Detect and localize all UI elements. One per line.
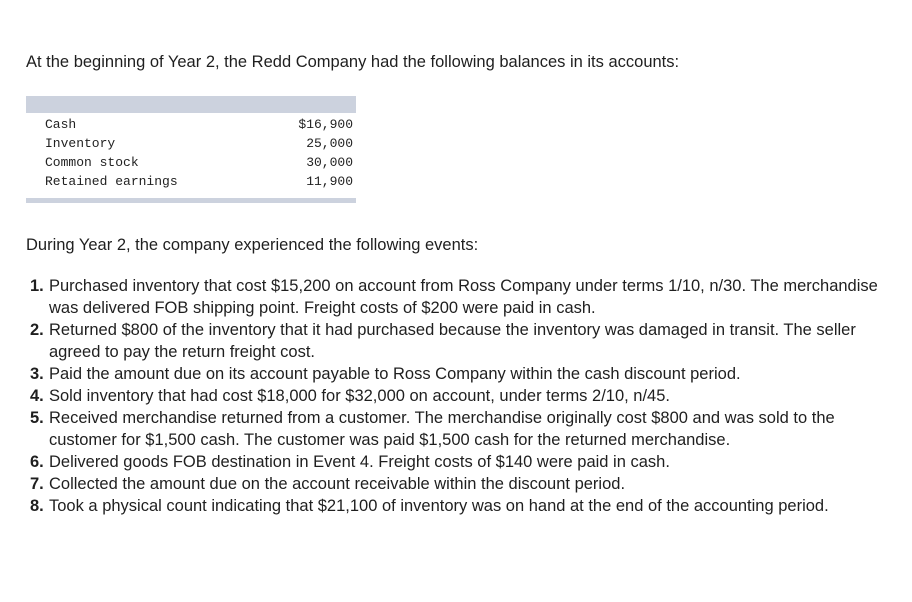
account-name: Inventory: [45, 136, 116, 151]
account-amount: 30,000: [306, 155, 353, 170]
event-number: 4.: [30, 387, 44, 405]
event-text: Sold inventory that had cost $18,000 for $32,000 on account, under terms 2/10, n/45.: [49, 387, 670, 405]
account-amount: $16,900: [298, 117, 353, 132]
account-name: Retained earnings: [45, 174, 178, 189]
event-number: 8.: [30, 497, 44, 515]
account-balances-table: [26, 96, 356, 203]
list-item: [26, 319, 901, 363]
table-row: [26, 134, 353, 153]
events-list: [26, 275, 901, 517]
list-item: [26, 363, 901, 385]
intro-text: At the beginning of Year 2, the Redd Company had the following balances in its accounts:: [26, 53, 680, 71]
list-item: [26, 451, 901, 473]
list-item: [26, 385, 901, 407]
event-number: 2.: [30, 321, 44, 339]
event-number: 5.: [30, 409, 44, 427]
event-number: 1.: [30, 277, 44, 295]
event-text: Collected the amount due on the account receivable within the discount period.: [49, 475, 626, 493]
table-row: [26, 172, 353, 191]
event-text: Received merchandise returned from a customer. The merchandise originally cost $800 and was sold to the customer for $1,500 cash. The customer was paid $1,500 cash for the returned merchandise.: [49, 409, 835, 449]
event-text: Purchased inventory that cost $15,200 on account from Ross Company under terms 1/10, n/30. The merchandise was delivered FOB shipping point. Freight costs of $200 were paid in cash.: [49, 277, 878, 317]
table-row: [26, 115, 353, 134]
list-item: [26, 473, 901, 495]
account-name: Cash: [45, 117, 77, 132]
event-text: Delivered goods FOB destination in Event 4. Freight costs of $140 were paid in cash.: [49, 453, 670, 471]
event-text: Took a physical count indicating that $21,100 of inventory was on hand at the end of the accounting period.: [49, 497, 829, 515]
event-text: Returned $800 of the inventory that it had purchased because the inventory was damaged in transit. The seller agreed to pay the return freight cost.: [49, 321, 856, 361]
account-amount: 25,000: [306, 136, 353, 151]
event-number: 3.: [30, 365, 44, 383]
event-number: 6.: [30, 453, 44, 471]
table-row: [26, 153, 353, 172]
event-text: Paid the amount due on its account payable to Ross Company within the cash discount period.: [49, 365, 741, 383]
events-intro-text: During Year 2, the company experienced the following events:: [26, 236, 479, 254]
list-item: [26, 275, 901, 319]
list-item: [26, 495, 901, 517]
account-name: Common stock: [45, 155, 139, 170]
account-amount: 11,900: [306, 174, 353, 189]
event-number: 7.: [30, 475, 44, 493]
list-item: [26, 407, 901, 451]
